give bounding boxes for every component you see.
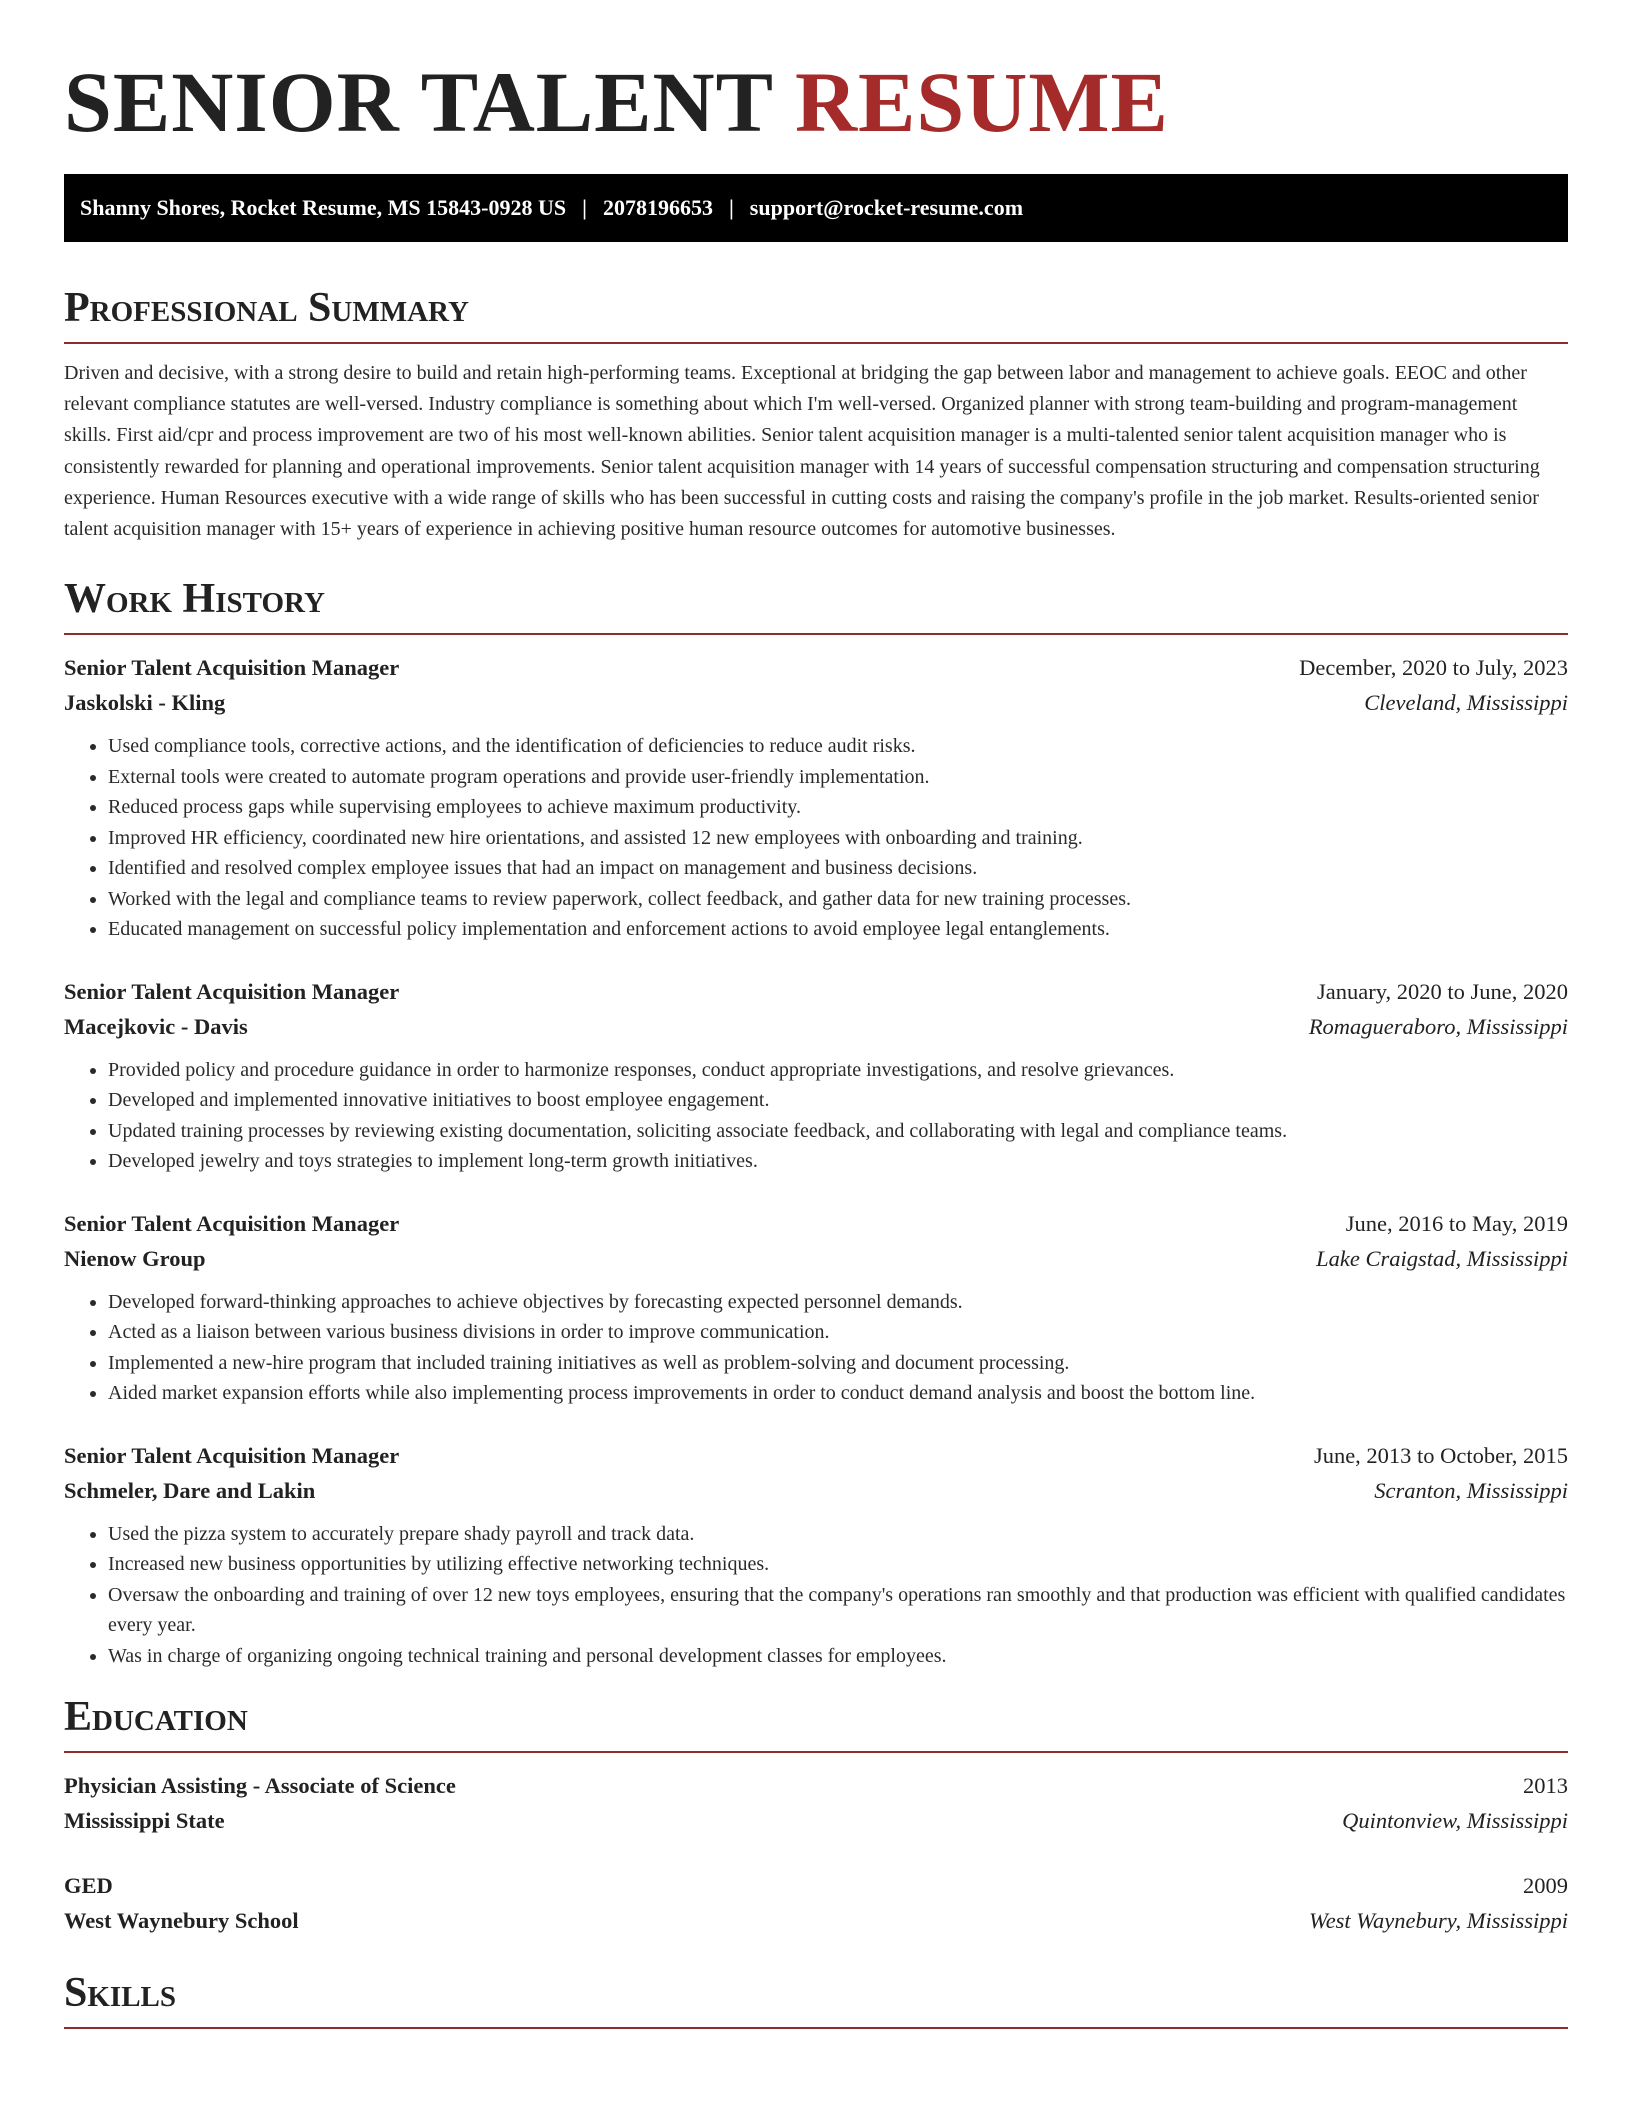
education-entry xyxy=(64,1869,1568,1939)
education-school: Mississippi State xyxy=(64,1808,225,1834)
section-heading: Skills xyxy=(64,1967,1568,2029)
section-heading: Education xyxy=(64,1691,1568,1753)
job-bullets xyxy=(64,1519,1568,1672)
bullet-item: • Acted as a liaison between various business divisions in order to improve communication. xyxy=(108,1317,1568,1348)
bullet-item: • External tools were created to automate program operations and provide user-friendly implementation. xyxy=(108,762,1568,793)
bullet-item: • Provided policy and procedure guidance in order to harmonize responses, conduct appropriate investigations, and resolve grievances. xyxy=(108,1055,1568,1086)
education-entry xyxy=(64,1769,1568,1839)
contact-separator: | xyxy=(582,195,587,220)
education-degree: GED xyxy=(64,1873,113,1899)
bullet-item: • Developed and implemented innovative initiatives to boost employee engagement. xyxy=(108,1085,1568,1116)
job-entry xyxy=(64,1207,1568,1409)
job-dates: January, 2020 to June, 2020 xyxy=(1316,978,1568,1004)
contact-phone[interactable]: 2078196653 xyxy=(602,195,713,220)
job-bullets xyxy=(64,1055,1568,1177)
job-dates: December, 2020 to July, 2023 xyxy=(1299,655,1568,681)
bullet-item: • Worked with the legal and compliance teams to review paperwork, collect feedback, and gather data for new training processes. xyxy=(108,884,1568,915)
job-location: Romagueraboro, Mississippi xyxy=(1308,1013,1568,1039)
bullet-item: • Educated management on successful policy implementation and enforcement actions to avoid employee legal entanglements. xyxy=(108,914,1568,945)
job-title: Senior Talent Acquisition Manager xyxy=(64,655,400,681)
bullet-item: • Developed jewelry and toys strategies to implement long-term growth initiatives. xyxy=(108,1146,1568,1177)
summary-text: Driven and decisive, with a strong desire to build and retain high-performing teams. Exceptional at bridging the gap between labor and management to achieve goals. EEOC and other relevant compliance statutes are well-versed. Industry compliance is something about which I'm well-versed. Organized planner with strong team-building and program-management skills. First aid/cpr and process improvement are two of his most well-known abilities. Senior talent acquisition manager is a multi-talented senior talent acquisition manager who is consistently rewarded for planning and operational improvements. Senior talent acquisition manager with 14 years of successful compensation structuring and compensation structuring experience. Human Resources executive with a wide range of skills who has been successful in cutting costs and raising the company's profile in the job market. Results-oriented senior talent acquisition manager with 15+ years of experience in achieving positive human resource outcomes for automotive businesses. xyxy=(64,362,1540,541)
bullet-item: • Developed forward-thinking approaches to achieve objectives by forecasting expected personnel demands. xyxy=(108,1287,1568,1318)
education-school: West Waynebury School xyxy=(64,1908,299,1934)
resume-title xyxy=(64,52,1568,152)
job-location: Scranton, Mississippi xyxy=(1374,1477,1568,1503)
education-year: 2013 xyxy=(1523,1773,1568,1799)
job-title: Senior Talent Acquisition Manager xyxy=(64,1442,400,1468)
bullet-item: • Used the pizza system to accurately prepare shady payroll and track data. xyxy=(108,1519,1568,1550)
job-company: Schmeler, Dare and Lakin xyxy=(64,1477,316,1503)
job-bullets xyxy=(64,1287,1568,1409)
job-entry xyxy=(64,651,1568,945)
job-entry xyxy=(64,1439,1568,1672)
job-location: Lake Craigstad, Mississippi xyxy=(1316,1245,1568,1271)
job-location: Cleveland, Mississippi xyxy=(1364,690,1568,716)
bullet-item: • Aided market expansion efforts while also implementing process improvements in order to conduct demand analysis and boost the bottom line. xyxy=(108,1378,1568,1409)
job-dates: June, 2013 to October, 2015 xyxy=(1313,1442,1568,1468)
bullet-item: • Identified and resolved complex employee issues that had an impact on management and business decisions. xyxy=(108,853,1568,884)
education-section xyxy=(64,1691,1568,1939)
title-accent: RESUME xyxy=(794,54,1169,150)
job-company: Macejkovic - Davis xyxy=(64,1013,248,1039)
bullet-item: • Implemented a new-hire program that included training initiatives as well as problem-solving and document processing. xyxy=(108,1348,1568,1379)
contact-address: Shanny Shores, Rocket Resume, MS 15843-0928 US xyxy=(80,195,567,220)
education-year: 2009 xyxy=(1523,1873,1568,1899)
section-heading: Work History xyxy=(64,573,1568,635)
work-history-section xyxy=(64,573,1568,1671)
bullet-item: • Increased new business opportunities by utilizing effective networking techniques. xyxy=(108,1549,1568,1580)
professional-summary-section xyxy=(64,282,1568,545)
job-dates: June, 2016 to May, 2019 xyxy=(1345,1210,1568,1236)
bullet-item: • Updated training processes by reviewing existing documentation, soliciting associate feedback, and collaborating with legal and compliance teams. xyxy=(108,1116,1568,1147)
job-title: Senior Talent Acquisition Manager xyxy=(64,978,400,1004)
bullet-item: • Was in charge of organizing ongoing technical training and personal development classes for employees. xyxy=(108,1641,1568,1672)
title-main: SENIOR TALENT xyxy=(64,54,773,150)
job-title: Senior Talent Acquisition Manager xyxy=(64,1210,400,1236)
bullet-item: • Reduced process gaps while supervising employees to achieve maximum productivity. xyxy=(108,792,1568,823)
job-company: Jaskolski - Kling xyxy=(64,690,226,716)
contact-email[interactable]: support@rocket-resume.com xyxy=(749,195,1024,220)
skills-section xyxy=(64,1967,1568,2029)
bullet-item: • Oversaw the onboarding and training of over 12 new toys employees, ensuring that the company's operations ran smoothly and that production was efficient with qualified candidates every year. xyxy=(108,1580,1568,1641)
section-heading: Professional Summary xyxy=(64,282,1568,344)
job-entry xyxy=(64,975,1568,1177)
contact-bar xyxy=(64,174,1568,242)
bullet-item: • Improved HR efficiency, coordinated new hire orientations, and assisted 12 new employees with onboarding and training. xyxy=(108,823,1568,854)
job-company: Nienow Group xyxy=(64,1245,206,1271)
job-bullets xyxy=(64,731,1568,945)
bullet-item: • Used compliance tools, corrective actions, and the identification of deficiencies to reduce audit risks. xyxy=(108,731,1568,762)
education-location: Quintonview, Mississippi xyxy=(1342,1808,1568,1834)
education-degree: Physician Assisting - Associate of Science xyxy=(64,1773,456,1799)
contact-separator: | xyxy=(728,195,734,220)
education-location: West Waynebury, Mississippi xyxy=(1309,1908,1568,1934)
